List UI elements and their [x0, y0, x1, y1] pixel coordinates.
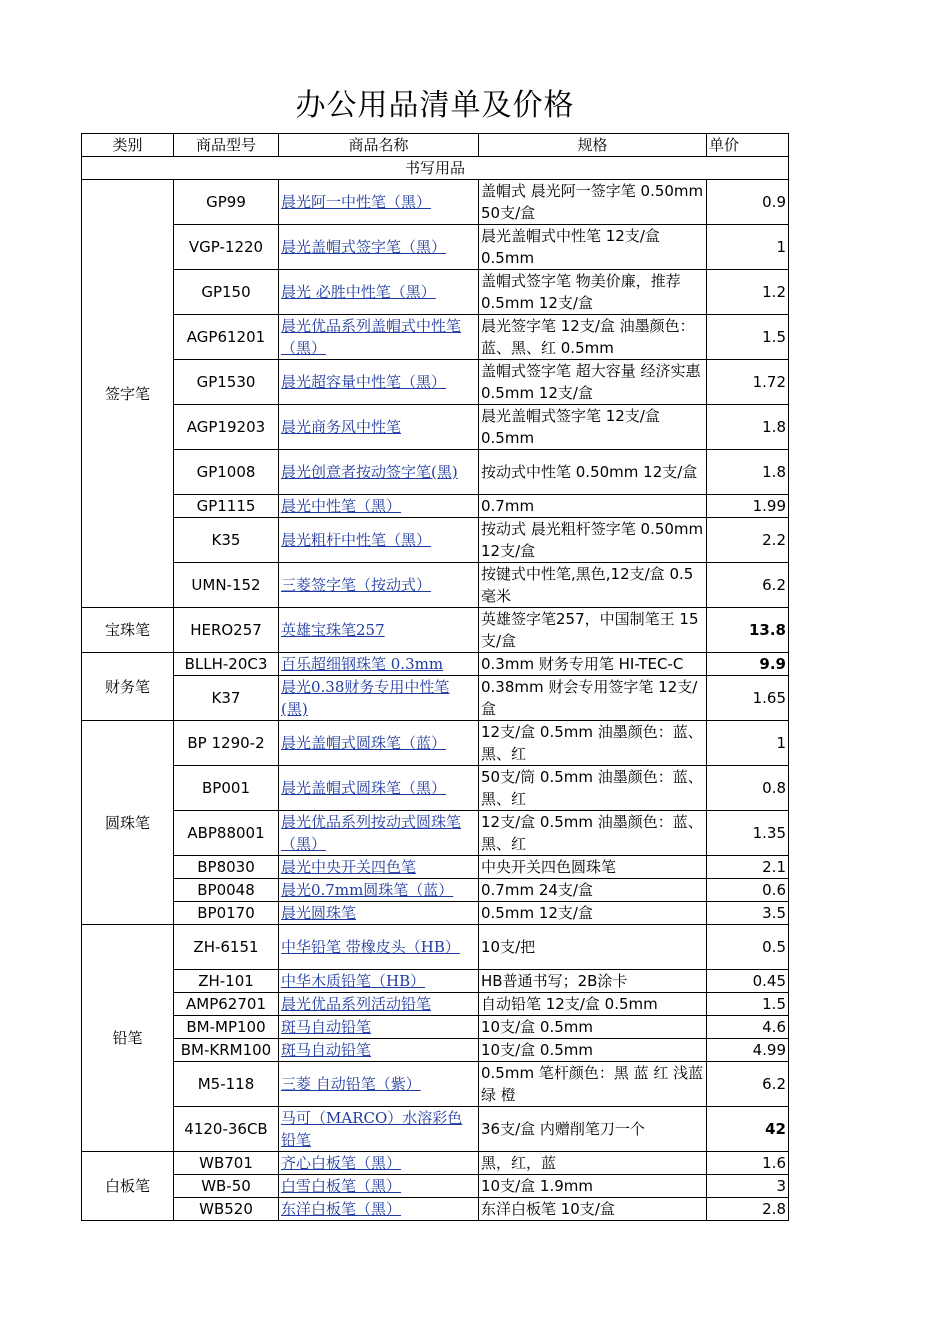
price-cell: 0.8	[707, 766, 789, 811]
table-row	[82, 1062, 789, 1107]
price-cell: 1.65	[707, 676, 789, 721]
model-cell: 4120-36CB	[174, 1107, 279, 1152]
model-cell: K35	[174, 518, 279, 563]
spec-cell: 12支/盒 0.5mm 油墨颜色：蓝、黑、红	[479, 721, 707, 766]
product-name-link[interactable]: 中华木质铅笔（HB）	[281, 972, 426, 990]
spec-cell: 中央开关四色圆珠笔	[479, 856, 707, 879]
product-name-cell[interactable]	[279, 518, 479, 563]
product-name-link[interactable]: 白雪白板笔（黑）	[281, 1177, 402, 1195]
spec-cell: 10支/盒 0.5mm	[479, 1039, 707, 1062]
table-row	[82, 925, 789, 970]
table-row	[82, 1039, 789, 1062]
spec-cell: 0.5mm 12支/盒	[479, 902, 707, 925]
product-name-link[interactable]: 晨光0.38财务专用中性笔(黑)	[281, 678, 450, 718]
model-cell: GP1115	[174, 495, 279, 518]
price-cell: 0.5	[707, 925, 789, 970]
product-name-link[interactable]: 百乐超细钢珠笔 0.3mm	[281, 655, 444, 673]
product-name-link[interactable]: 晨光盖帽式圆珠笔（黑）	[281, 779, 447, 797]
table-row	[82, 766, 789, 811]
model-cell: BP 1290-2	[174, 721, 279, 766]
product-name-link[interactable]: 晨光优品系列按动式圆珠笔（黑）	[281, 813, 462, 853]
table-row	[82, 993, 789, 1016]
model-cell: AGP19203	[174, 405, 279, 450]
model-cell: BM-MP100	[174, 1016, 279, 1039]
table-row	[82, 811, 789, 856]
spec-cell: 英雄签字笔257，中国制笔王 15支/盒	[479, 608, 707, 653]
model-cell: WB520	[174, 1198, 279, 1221]
table-row	[82, 1198, 789, 1221]
price-cell: 0.45	[707, 970, 789, 993]
price-cell: 1.8	[707, 450, 789, 495]
product-name-cell[interactable]	[279, 1062, 479, 1107]
product-name-cell[interactable]	[279, 1152, 479, 1175]
price-cell: 4.6	[707, 1016, 789, 1039]
model-cell: GP1530	[174, 360, 279, 405]
spec-cell: 0.38mm 财会专用签字笔 12支/盒	[479, 676, 707, 721]
price-cell: 2.1	[707, 856, 789, 879]
table-row	[82, 608, 789, 653]
table-row	[82, 563, 789, 608]
spec-cell: 盖帽式 晨光阿一签字笔 0.50mm 50支/盒	[479, 180, 707, 225]
table-row	[82, 721, 789, 766]
header-row	[82, 134, 789, 157]
price-cell: 2.8	[707, 1198, 789, 1221]
spec-cell: 10支/把	[479, 925, 707, 970]
product-name-link[interactable]: 晨光创意者按动签字笔(黑)	[281, 463, 458, 481]
model-cell: K37	[174, 676, 279, 721]
category-cell: 宝珠笔	[82, 608, 174, 653]
product-name-link[interactable]: 东洋白板笔（黑）	[281, 1200, 402, 1218]
price-cell: 1.72	[707, 360, 789, 405]
category-cell: 签字笔	[82, 180, 174, 608]
product-name-link[interactable]: 晨光 必胜中性笔（黑）	[281, 283, 436, 301]
spec-cell: 0.5mm 笔杆颜色：黑 蓝 红 浅蓝 绿 橙	[479, 1062, 707, 1107]
category-cell: 圆珠笔	[82, 721, 174, 925]
price-cell: 1.99	[707, 495, 789, 518]
product-name-link[interactable]: 中华铅笔 带橡皮头（HB）	[281, 938, 460, 956]
price-cell: 42	[707, 1107, 789, 1152]
table-row	[82, 676, 789, 721]
product-name-link[interactable]: 晨光中央开关四色笔	[281, 858, 417, 876]
table-row	[82, 180, 789, 225]
product-name-cell[interactable]	[279, 315, 479, 360]
page-title: 办公用品清单及价格	[295, 88, 575, 123]
header-spec: 规格	[479, 134, 707, 157]
product-name-link[interactable]: 三菱 自动铅笔（紫）	[281, 1075, 421, 1093]
product-name-link[interactable]: 晨光圆珠笔	[281, 904, 357, 922]
spec-cell: 东洋白板笔 10支/盒	[479, 1198, 707, 1221]
price-cell: 1	[707, 225, 789, 270]
category-cell: 铅笔	[82, 925, 174, 1152]
table-row	[82, 405, 789, 450]
product-name-link[interactable]: 三菱签字笔（按动式）	[281, 576, 432, 594]
product-name-link[interactable]: 晨光阿一中性笔（黑）	[281, 193, 432, 211]
model-cell: HERO257	[174, 608, 279, 653]
product-name-cell[interactable]	[279, 970, 479, 993]
product-name-cell[interactable]	[279, 1016, 479, 1039]
model-cell: M5-118	[174, 1062, 279, 1107]
product-name-link[interactable]: 晨光优品系列活动铅笔	[281, 995, 432, 1013]
spec-cell: 自动铅笔 12支/盒 0.5mm	[479, 993, 707, 1016]
price-cell: 1.5	[707, 315, 789, 360]
product-name-cell[interactable]	[279, 1175, 479, 1198]
product-name-link[interactable]: 晨光超容量中性笔（黑）	[281, 373, 447, 391]
product-name-link[interactable]: 晨光优品系列盖帽式中性笔（黑）	[281, 317, 462, 357]
product-name-cell[interactable]	[279, 721, 479, 766]
table-row	[82, 970, 789, 993]
spec-cell: 0.7mm 24支/盒	[479, 879, 707, 902]
product-name-cell[interactable]	[279, 993, 479, 1016]
table-row	[82, 1016, 789, 1039]
spec-cell: 10支/盒 0.5mm	[479, 1016, 707, 1039]
header-category: 类别	[82, 134, 174, 157]
spec-cell: 按动式 晨光粗杆签字笔 0.50mm 12支/盒	[479, 518, 707, 563]
product-name-link[interactable]: 斑马自动铅笔	[281, 1018, 372, 1036]
model-cell: GP150	[174, 270, 279, 315]
model-cell: UMN-152	[174, 563, 279, 608]
table-row	[82, 518, 789, 563]
spec-cell: 盖帽式签字笔 超大容量 经济实惠 0.5mm 12支/盒	[479, 360, 707, 405]
category-cell: 财务笔	[82, 653, 174, 721]
product-name-cell[interactable]	[279, 676, 479, 721]
table-row	[82, 270, 789, 315]
product-name-cell[interactable]	[279, 653, 479, 676]
model-cell: BM-KRM100	[174, 1039, 279, 1062]
table-row	[82, 450, 789, 495]
product-name-link[interactable]: 晨光盖帽式签字笔（黑）	[281, 238, 447, 256]
spec-cell: 按键式中性笔,黑色,12支/盒 0.5毫米	[479, 563, 707, 608]
spec-cell: 盖帽式签字笔 物美价廉，推荐 0.5mm 12支/盒	[479, 270, 707, 315]
table-row	[82, 1152, 789, 1175]
spec-cell: 36支/盒 内赠削笔刀一个	[479, 1107, 707, 1152]
table-row	[82, 315, 789, 360]
table-row	[82, 879, 789, 902]
product-name-cell[interactable]	[279, 879, 479, 902]
spec-cell: 12支/盒 0.5mm 油墨颜色：蓝、黑、红	[479, 811, 707, 856]
product-name-cell[interactable]	[279, 450, 479, 495]
spec-cell: 0.3mm 财务专用笔 HI-TEC-C	[479, 653, 707, 676]
model-cell: ZH-6151	[174, 925, 279, 970]
model-cell: AMP62701	[174, 993, 279, 1016]
spec-cell: HB普通书写；2B涂卡	[479, 970, 707, 993]
price-cell: 0.9	[707, 180, 789, 225]
product-name-cell[interactable]	[279, 766, 479, 811]
price-cell: 9.9	[707, 653, 789, 676]
spec-cell: 按动式中性笔 0.50mm 12支/盒	[479, 450, 707, 495]
model-cell: GP1008	[174, 450, 279, 495]
product-name-link[interactable]: 晨光0.7mm圆珠笔（蓝）	[281, 881, 454, 899]
price-cell: 13.8	[707, 608, 789, 653]
model-cell: GP99	[174, 180, 279, 225]
model-cell: AGP61201	[174, 315, 279, 360]
header-price: 单价	[707, 134, 789, 157]
table-row	[82, 1107, 789, 1152]
header-model: 商品型号	[174, 134, 279, 157]
product-name-link[interactable]: 晨光中性笔（黑）	[281, 497, 402, 515]
price-cell: 6.2	[707, 563, 789, 608]
product-name-cell[interactable]	[279, 902, 479, 925]
spec-cell: 晨光签字笔 12支/盒 油墨颜色：蓝、黑、红 0.5mm	[479, 315, 707, 360]
spec-cell: 10支/盒 1.9mm	[479, 1175, 707, 1198]
price-cell: 1.2	[707, 270, 789, 315]
product-name-cell[interactable]	[279, 360, 479, 405]
product-name-link[interactable]: 晨光商务风中性笔	[281, 418, 402, 436]
price-cell: 1.35	[707, 811, 789, 856]
product-name-link[interactable]: 马可（MARCO）水溶彩色铅笔	[281, 1109, 463, 1149]
product-name-cell[interactable]	[279, 1107, 479, 1152]
model-cell: ZH-101	[174, 970, 279, 993]
price-table	[81, 133, 789, 1221]
section-row	[82, 157, 789, 180]
price-cell: 1	[707, 721, 789, 766]
spec-cell: 50支/筒 0.5mm 油墨颜色：蓝、黑、红	[479, 766, 707, 811]
model-cell: BP0048	[174, 879, 279, 902]
product-name-cell[interactable]	[279, 925, 479, 970]
spec-cell: 黑，红，蓝	[479, 1152, 707, 1175]
price-cell: 2.2	[707, 518, 789, 563]
product-name-link[interactable]: 晨光粗杆中性笔（黑）	[281, 531, 432, 549]
product-name-link[interactable]: 斑马自动铅笔	[281, 1041, 372, 1059]
product-name-link[interactable]: 齐心白板笔（黑）	[281, 1154, 402, 1172]
price-cell: 1.5	[707, 993, 789, 1016]
product-name-cell[interactable]	[279, 811, 479, 856]
spec-cell: 0.7mm	[479, 495, 707, 518]
table-row	[82, 360, 789, 405]
section-title: 书写用品	[82, 157, 789, 180]
product-name-cell[interactable]	[279, 563, 479, 608]
table-row	[82, 902, 789, 925]
product-name-cell[interactable]	[279, 1198, 479, 1221]
model-cell: BP8030	[174, 856, 279, 879]
table-row	[82, 856, 789, 879]
table-row	[82, 1175, 789, 1198]
price-cell: 3.5	[707, 902, 789, 925]
product-name-cell[interactable]	[279, 1039, 479, 1062]
product-name-cell[interactable]	[279, 270, 479, 315]
model-cell: WB701	[174, 1152, 279, 1175]
model-cell: WB-50	[174, 1175, 279, 1198]
model-cell: VGP-1220	[174, 225, 279, 270]
table-row	[82, 495, 789, 518]
product-name-cell[interactable]	[279, 856, 479, 879]
price-cell: 3	[707, 1175, 789, 1198]
table-row	[82, 225, 789, 270]
header-name: 商品名称	[279, 134, 479, 157]
price-cell: 4.99	[707, 1039, 789, 1062]
product-name-cell[interactable]	[279, 405, 479, 450]
table-row	[82, 653, 789, 676]
price-cell: 6.2	[707, 1062, 789, 1107]
category-cell: 白板笔	[82, 1152, 174, 1221]
product-name-link[interactable]: 晨光盖帽式圆珠笔（蓝）	[281, 734, 447, 752]
product-name-cell[interactable]	[279, 225, 479, 270]
product-name-cell[interactable]	[279, 608, 479, 653]
product-name-link[interactable]: 英雄宝珠笔257	[281, 621, 385, 639]
model-cell: BP001	[174, 766, 279, 811]
price-cell: 1.6	[707, 1152, 789, 1175]
price-cell: 1.8	[707, 405, 789, 450]
spec-cell: 晨光盖帽式签字笔 12支/盒 0.5mm	[479, 405, 707, 450]
price-cell: 0.6	[707, 879, 789, 902]
model-cell: BP0170	[174, 902, 279, 925]
product-name-cell[interactable]	[279, 495, 479, 518]
model-cell: ABP88001	[174, 811, 279, 856]
model-cell: BLLH-20C3	[174, 653, 279, 676]
spec-cell: 晨光盖帽式中性笔 12支/盒 0.5mm	[479, 225, 707, 270]
product-name-cell[interactable]	[279, 180, 479, 225]
